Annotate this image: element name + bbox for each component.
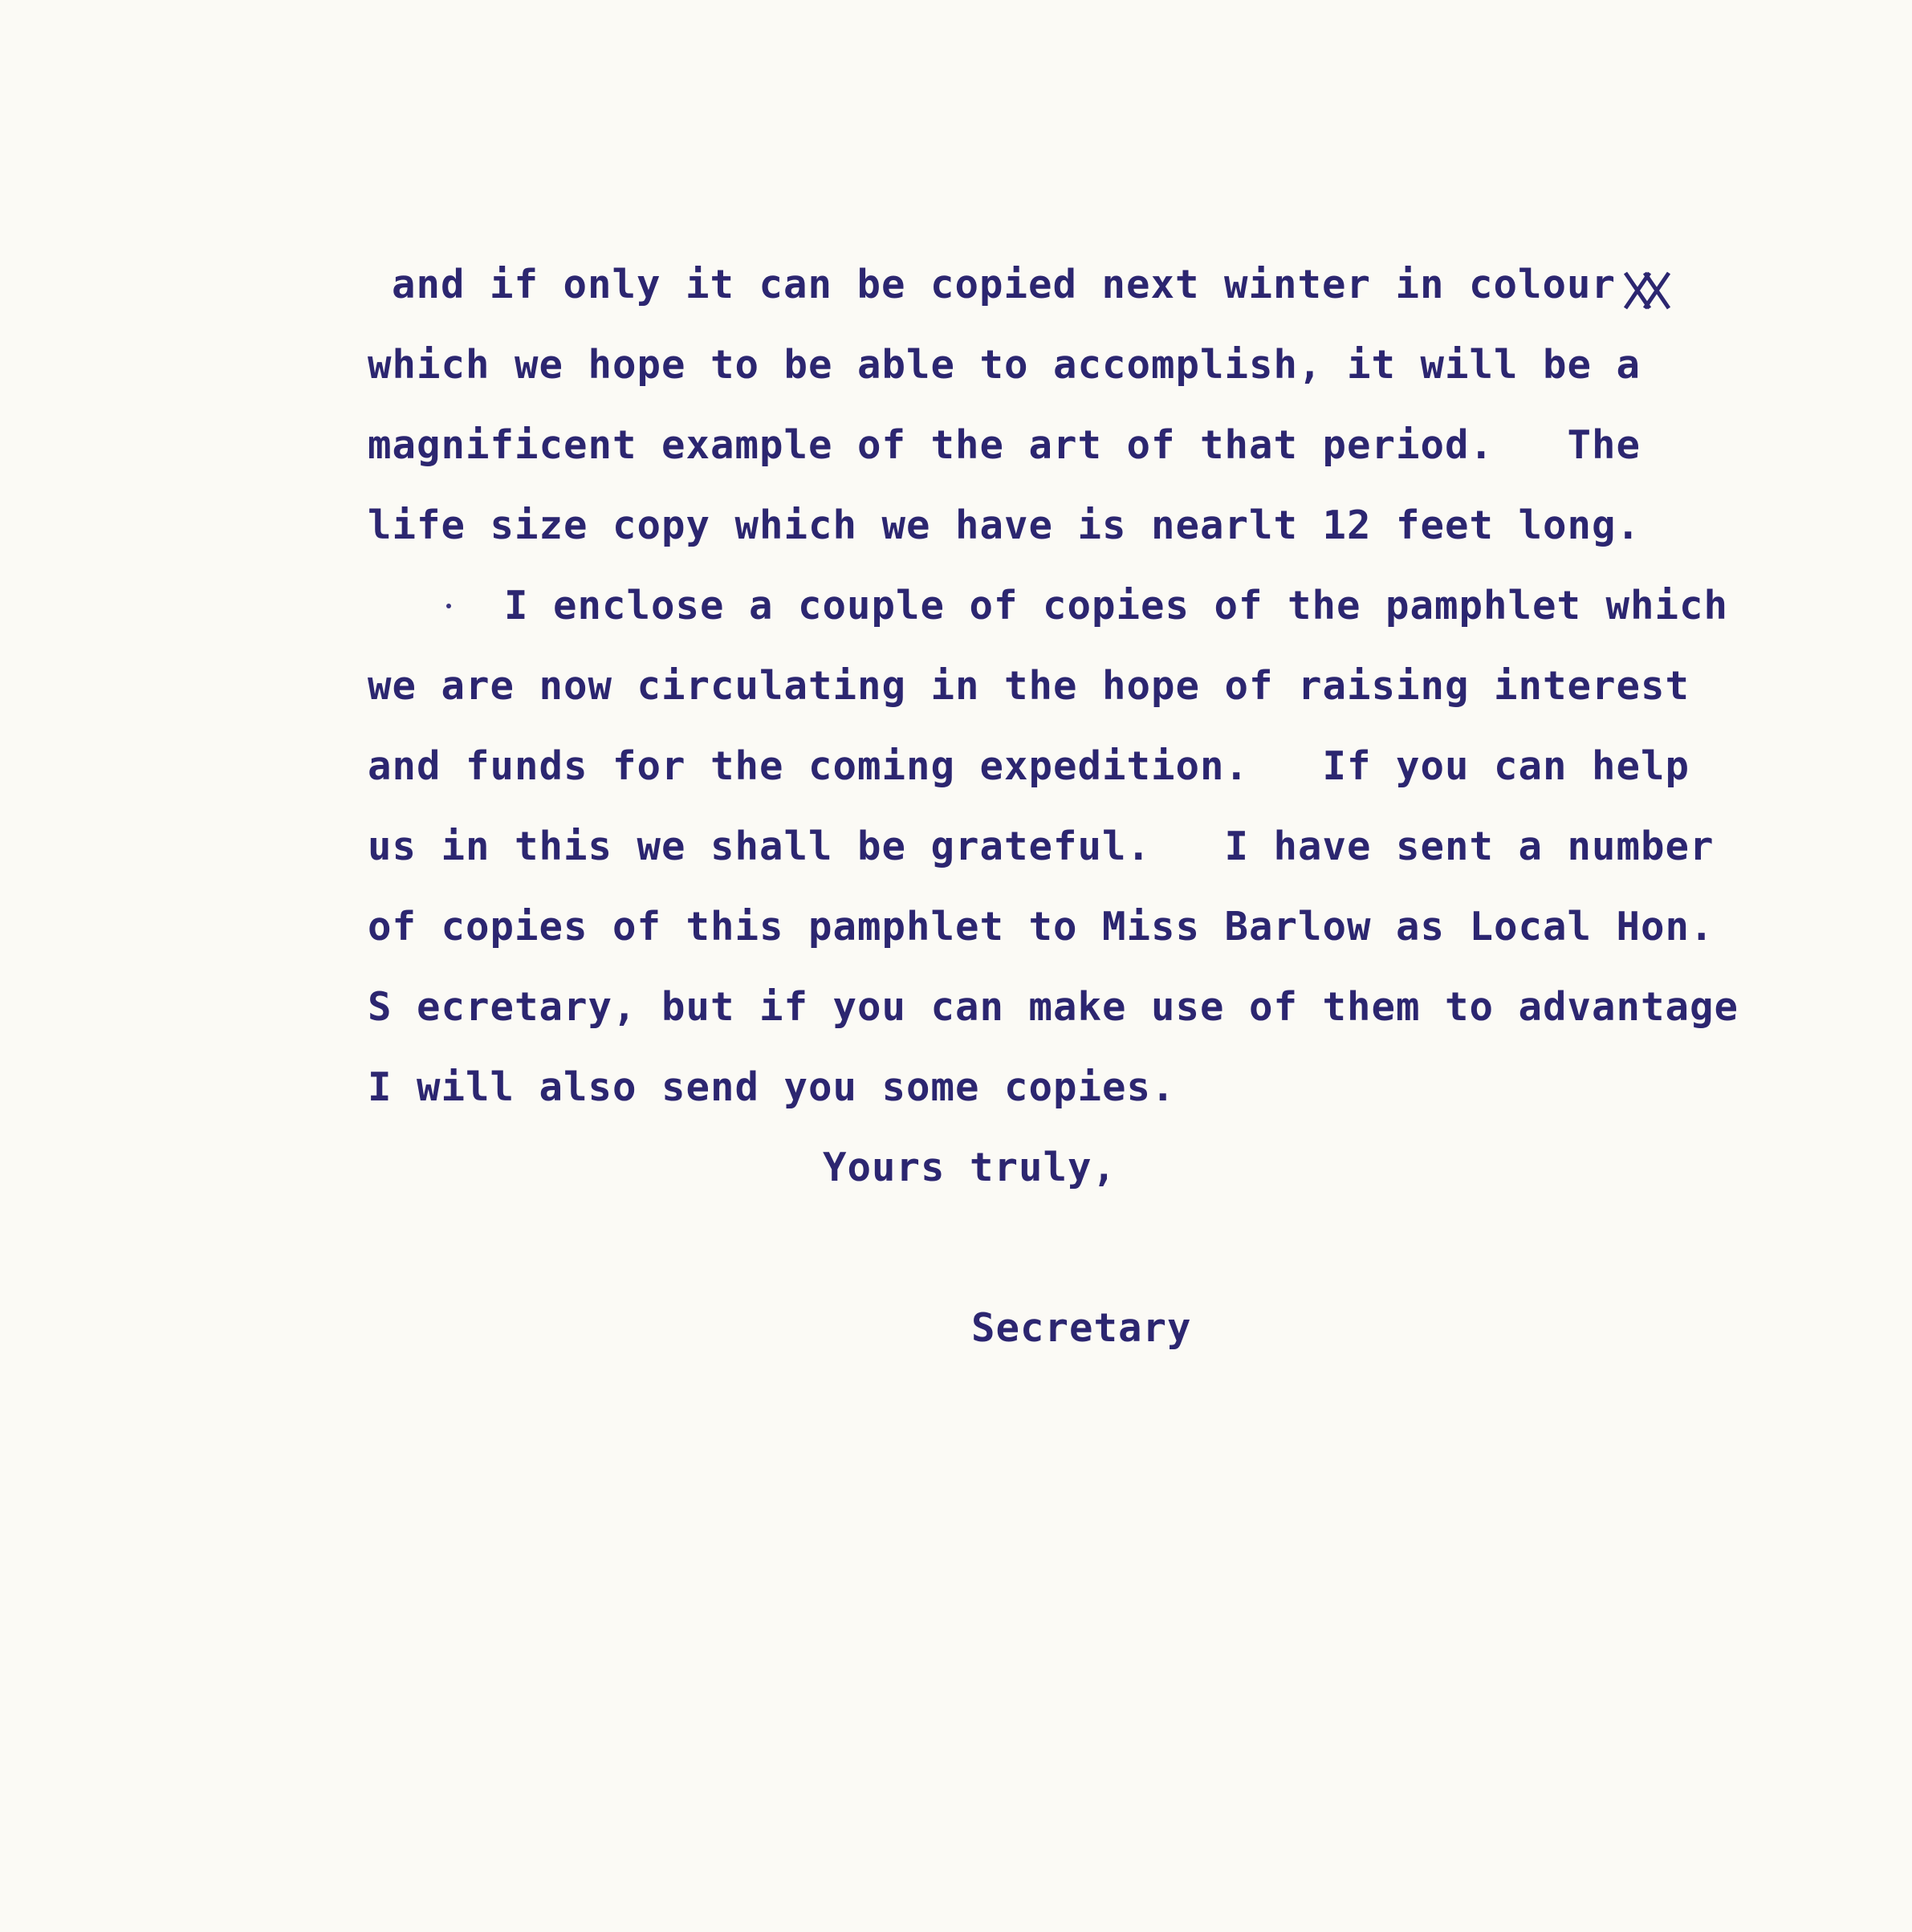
- body-line-4: life size copy which we have is nearlt 12 feet long.: [368, 502, 1641, 548]
- body-line-5: I enclose a couple of copies of the pamphlet which: [504, 583, 1729, 628]
- signature-title: Secretary: [971, 1305, 1192, 1351]
- body-line-6: we are now circulating in the hope of raising interest: [368, 663, 1690, 709]
- typed-x-out-mark: [1617, 266, 1674, 315]
- body-line-11: I will also send you some copies.: [368, 1064, 1176, 1110]
- body-line-1: and if only it can be copied next winter in colour: [392, 262, 1617, 307]
- stray-mark: [446, 604, 451, 608]
- body-line-3: magnificent example of the art of that period. The: [368, 422, 1641, 468]
- closing-salutation: Yours truly,: [823, 1145, 1117, 1190]
- body-line-2: which we hope to be able to accomplish, it will be a: [368, 342, 1641, 388]
- body-line-8: us in this we shall be grateful. I have sent a number: [368, 824, 1715, 869]
- body-line-10: S ecretary, but if you can make use of them to advantage: [368, 984, 1739, 1030]
- body-line-7: and funds for the coming expedition. If you can help: [368, 743, 1690, 789]
- body-line-9: of copies of this pamphlet to Miss Barlow as Local Hon.: [368, 904, 1715, 950]
